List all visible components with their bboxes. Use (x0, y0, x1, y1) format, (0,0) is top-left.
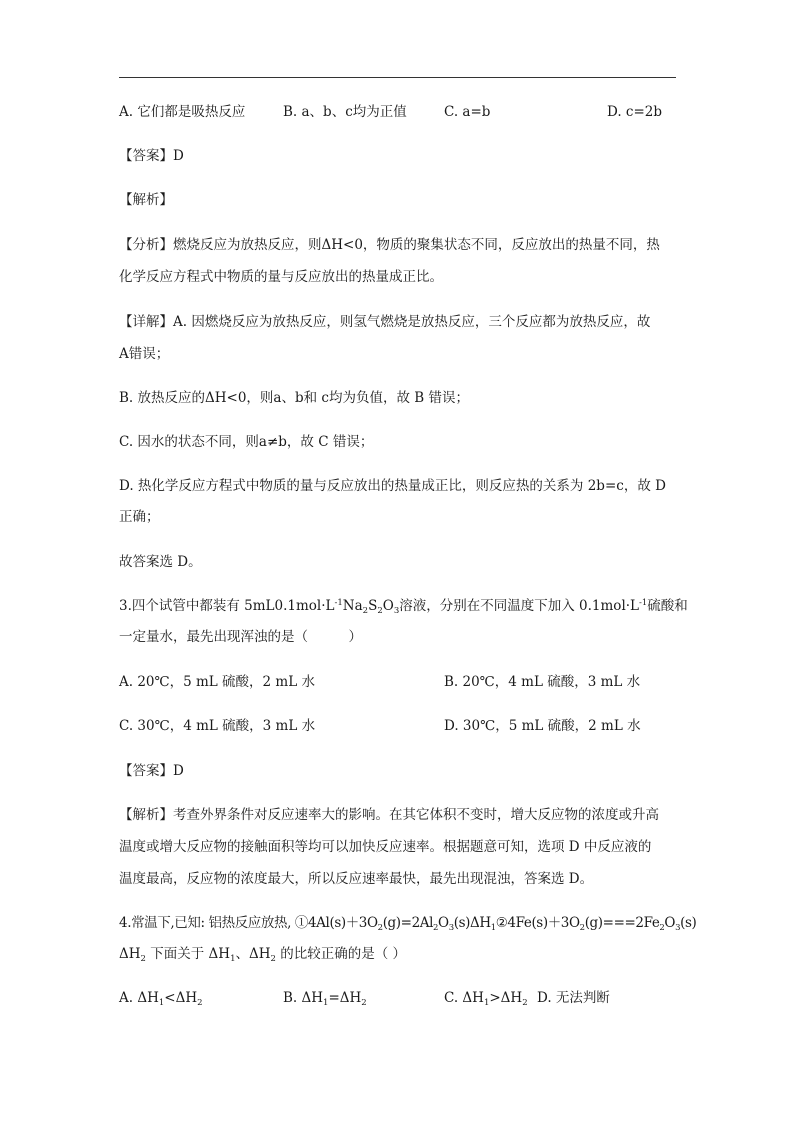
q2-analysis-heading: 【解析】 (119, 192, 173, 208)
q4-stem-line-1: 4.常温下,已知: 铝热反应放热, $①4Al(s)+3O_2(g)=2Al_2O_3(s)\Delta H_1②4Fe(s)+3O_2(g)===2Fe_2O_3(s)$ (119, 915, 697, 933)
q2-option-d: D. c=2b (607, 104, 663, 120)
q2-fenxi-line-2: 化学反应方程式中物质的量与反应放出的热量成正比。 (119, 269, 443, 285)
q3-option-d: D. 30℃，5 mL 硫酸，2 mL 水 (444, 718, 641, 734)
q3-option-a: A. 20℃，5 mL 硫酸，2 mL 水 (119, 674, 315, 690)
q2-detail-b: B. 放热反应的ΔH<0，则a、b和 c均为负值，故 B 错误； (119, 390, 469, 406)
q2-detail-a-line-2: A错误； (119, 346, 170, 362)
q4-stem-line-2: $\Delta H_2$ 下面关于 $\Delta H_1$、$\Delta H_2$ 的比较正确的是（ ） (119, 946, 407, 964)
q3-analysis-line-1: 【解析】考查外界条件对反应速率大的影响。在其它体积不变时，增大反应物的浓度或升高 (119, 807, 659, 823)
q2-detail-d-line-1: D. 热化学反应方程式中物质的量与反应放出的热量成正比，则反应热的关系为 2b=c，故 D (119, 478, 666, 494)
q2-detail-a-line-1: 【详解】A. 因燃烧反应为放热反应，则氢气燃烧是放热反应，三个反应都为放热反应，故 (119, 314, 651, 330)
q4-option-b: B. $\Delta H_1=\Delta H_2$ (283, 990, 367, 1008)
q2-option-a: A. 它们都是吸热反应 (119, 104, 246, 120)
q2-answer: 【答案】D (119, 148, 184, 164)
q3-stem-line-2: 一定量水，最先出现浑浊的是（ ） (119, 629, 362, 645)
q3-analysis-line-2: 温度或增大反应物的接触面积等均可以加快反应速率。根据题意可知，选项 D 中反应液的 (119, 839, 652, 855)
q2-detail-c: C. 因水的状态不同，则a≠b，故 C 错误； (119, 434, 374, 450)
header-rule (119, 77, 676, 78)
q2-detail-d-line-2: 正确； (119, 509, 160, 525)
q4-option-c: C. $\Delta H_1>\Delta H_2$ (444, 990, 528, 1008)
q2-option-b: B. a、b、c均为正值 (283, 104, 407, 120)
q2-option-c: C. a=b (444, 104, 491, 120)
q2-fenxi-line-1: 【分析】燃烧反应为放热反应，则ΔH<0，物质的聚集状态不同，反应放出的热量不同，热 (119, 237, 660, 253)
q3-option-c: C. 30℃，4 mL 硫酸，3 mL 水 (119, 718, 316, 734)
q4-option-d: D. 无法判断 (537, 990, 610, 1006)
q2-conclusion: 故答案选 D。 (119, 554, 202, 570)
q3-analysis-line-3: 温度最高，反应物的浓度最大，所以反应速率最快，最先出现混浊，答案选 D。 (119, 871, 594, 887)
q3-stem-line-1: 3.四个试管中都装有 $5mL0.1mol\cdot L^{-1}Na_2S_2O_3$溶液，分别在不同温度下加入 $0.1mol\cdot L^{-1}$硫酸和 (119, 598, 688, 616)
q3-option-b: B. 20℃，4 mL 硫酸，3 mL 水 (444, 674, 641, 690)
q4-option-a: A. $\Delta H_1<\Delta H_2$ (119, 990, 203, 1008)
q3-answer: 【答案】D (119, 763, 184, 779)
